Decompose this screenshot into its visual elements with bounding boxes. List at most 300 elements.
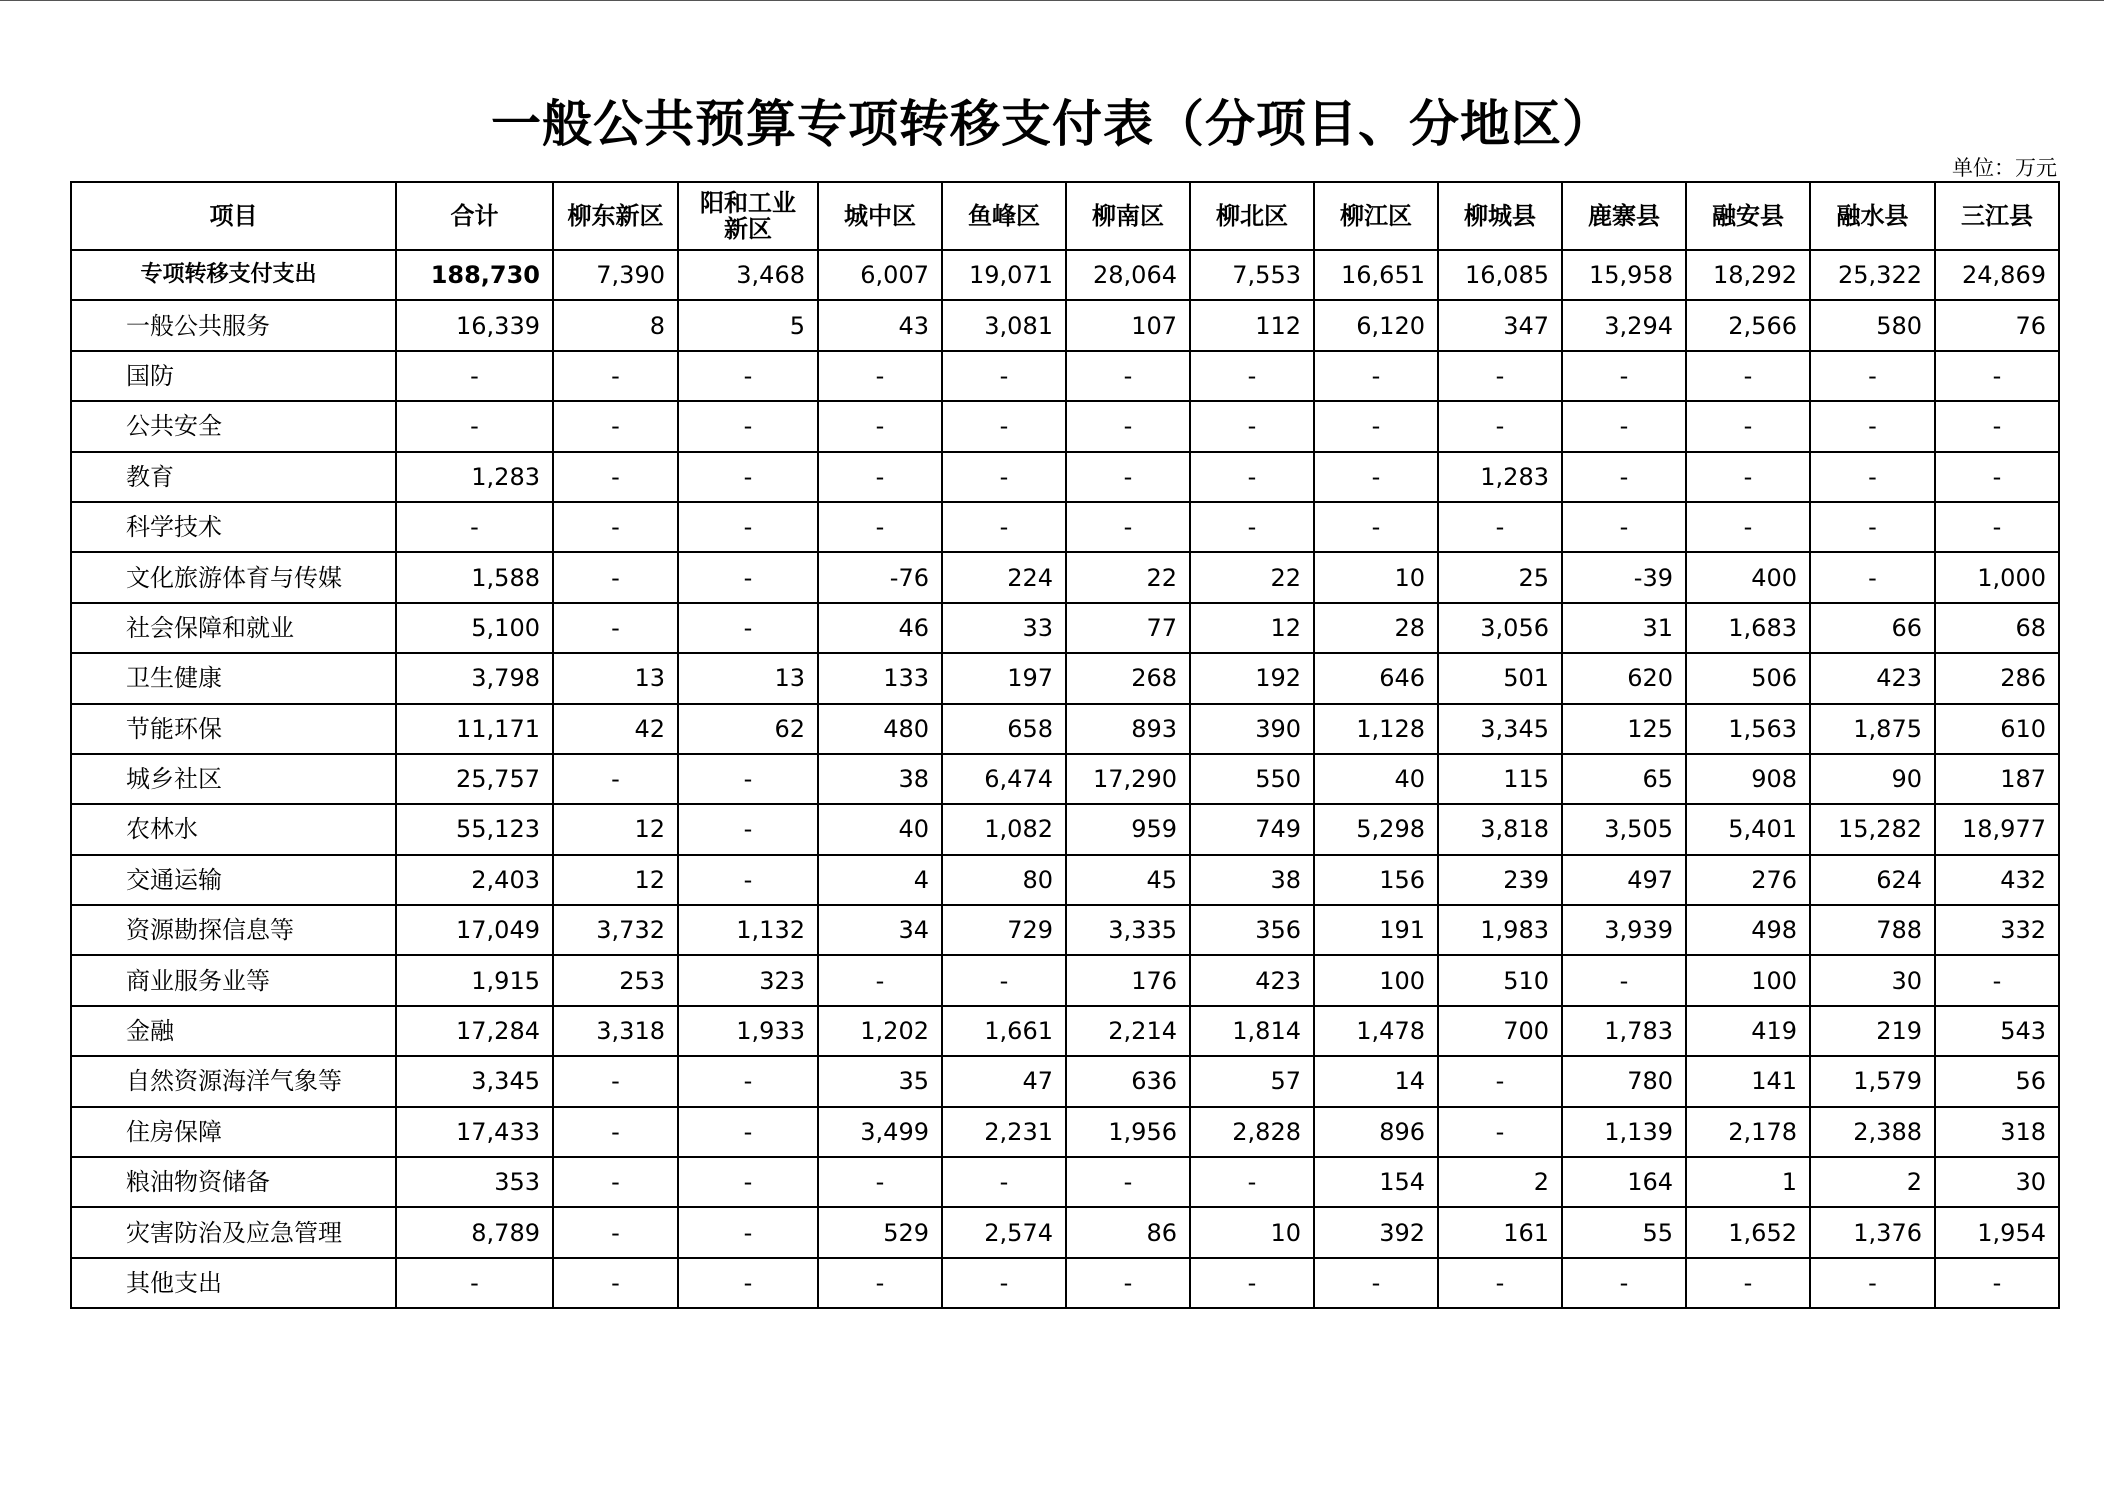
table-cell: 2,388 — [1810, 1107, 1935, 1157]
table-cell: 636 — [1066, 1056, 1190, 1106]
table-cell: - — [1935, 401, 2059, 451]
table-cell: 780 — [1562, 1056, 1686, 1106]
table-cell: 197 — [942, 653, 1066, 703]
column-header: 柳南区 — [1066, 182, 1190, 250]
table-cell: - — [1066, 1157, 1190, 1207]
table-cell: - — [1190, 1157, 1314, 1207]
table-cell: - — [1066, 351, 1190, 401]
table-cell: 2,574 — [942, 1207, 1066, 1257]
table-cell: 65 — [1562, 754, 1686, 804]
table-cell: - — [942, 1157, 1066, 1207]
table-cell: 959 — [1066, 804, 1190, 854]
table-cell: 12 — [1190, 603, 1314, 653]
table-cell: 125 — [1562, 704, 1686, 754]
table-cell: 25,322 — [1810, 250, 1935, 300]
table-cell: 332 — [1935, 905, 2059, 955]
table-cell: 5,298 — [1314, 804, 1438, 854]
column-header: 阳和工业 新区 — [678, 182, 818, 250]
table-cell: 239 — [1438, 855, 1562, 905]
table-cell: - — [553, 452, 678, 502]
table-cell: 77 — [1066, 603, 1190, 653]
table-cell: 8,789 — [396, 1207, 553, 1257]
table-cell: 18,977 — [1935, 804, 2059, 854]
table-row — [71, 300, 2059, 350]
table-cell: - — [678, 603, 818, 653]
row-label: 教育 — [71, 452, 396, 502]
table-cell: 46 — [818, 603, 942, 653]
table-header-row — [71, 182, 2059, 250]
table-cell: -76 — [818, 552, 942, 602]
table-cell: 729 — [942, 905, 1066, 955]
table-cell: 42 — [553, 704, 678, 754]
table-cell: - — [942, 955, 1066, 1005]
table-cell: 13 — [553, 653, 678, 703]
table-cell: 12 — [553, 855, 678, 905]
table-cell: - — [1314, 401, 1438, 451]
table-cell: 15,282 — [1810, 804, 1935, 854]
row-label: 国防 — [71, 351, 396, 401]
table-cell: - — [678, 1056, 818, 1106]
table-cell: 3,939 — [1562, 905, 1686, 955]
table-cell: - — [1066, 502, 1190, 552]
table-cell: 10 — [1190, 1207, 1314, 1257]
table-cell: 154 — [1314, 1157, 1438, 1207]
table-cell: 1,875 — [1810, 704, 1935, 754]
table-cell: 2,403 — [396, 855, 553, 905]
table-cell: - — [553, 754, 678, 804]
table-row — [71, 1258, 2059, 1308]
table-cell: 253 — [553, 955, 678, 1005]
table-cell: 1,915 — [396, 955, 553, 1005]
table-cell: - — [1935, 452, 2059, 502]
row-label: 科学技术 — [71, 502, 396, 552]
table-cell: 76 — [1935, 300, 2059, 350]
table-cell: 1,652 — [1686, 1207, 1810, 1257]
table-cell: - — [1562, 452, 1686, 502]
table-cell: 323 — [678, 955, 818, 1005]
table-cell: 2,231 — [942, 1107, 1066, 1157]
table-cell: - — [553, 603, 678, 653]
table-cell: - — [1935, 955, 2059, 1005]
table-cell: 749 — [1190, 804, 1314, 854]
table-cell: 19,071 — [942, 250, 1066, 300]
table-cell: 55 — [1562, 1207, 1686, 1257]
table-row — [71, 502, 2059, 552]
table-cell: - — [1686, 452, 1810, 502]
column-header: 项目 — [71, 182, 396, 250]
table-cell: - — [1438, 1258, 1562, 1308]
row-label: 金融 — [71, 1006, 396, 1056]
table-cell: - — [678, 1157, 818, 1207]
table-cell: - — [678, 1107, 818, 1157]
table-cell: - — [396, 351, 553, 401]
table-cell: 318 — [1935, 1107, 2059, 1157]
table-cell: 8 — [553, 300, 678, 350]
table-cell: 286 — [1935, 653, 2059, 703]
column-header: 融安县 — [1686, 182, 1810, 250]
table-cell: - — [1190, 1258, 1314, 1308]
table-cell: 3,335 — [1066, 905, 1190, 955]
table-cell: 2 — [1438, 1157, 1562, 1207]
table-cell: 80 — [942, 855, 1066, 905]
table-cell: 22 — [1190, 552, 1314, 602]
table-cell: - — [678, 804, 818, 854]
table-cell: - — [1314, 502, 1438, 552]
table-cell: 90 — [1810, 754, 1935, 804]
table-cell: 432 — [1935, 855, 2059, 905]
table-cell: - — [553, 552, 678, 602]
table-cell: 510 — [1438, 955, 1562, 1005]
table-cell: 45 — [1066, 855, 1190, 905]
table-cell: - — [1438, 351, 1562, 401]
table-cell: 624 — [1810, 855, 1935, 905]
table-cell: 276 — [1686, 855, 1810, 905]
table-cell: 3,318 — [553, 1006, 678, 1056]
table-cell: 18,292 — [1686, 250, 1810, 300]
table-cell: 501 — [1438, 653, 1562, 703]
table-cell: 86 — [1066, 1207, 1190, 1257]
table-cell: 2 — [1810, 1157, 1935, 1207]
table-cell: 480 — [818, 704, 942, 754]
table-cell: - — [1438, 401, 1562, 451]
table-cell: 156 — [1314, 855, 1438, 905]
table-row — [71, 552, 2059, 602]
table-cell: - — [553, 502, 678, 552]
table-cell: 1,956 — [1066, 1107, 1190, 1157]
table-cell: 1 — [1686, 1157, 1810, 1207]
table-cell: 3,081 — [942, 300, 1066, 350]
table-cell: - — [1190, 401, 1314, 451]
table-cell: - — [1066, 452, 1190, 502]
table-cell: 34 — [818, 905, 942, 955]
table-cell: 107 — [1066, 300, 1190, 350]
column-header: 柳北区 — [1190, 182, 1314, 250]
table-cell: 5 — [678, 300, 818, 350]
table-cell: 2,178 — [1686, 1107, 1810, 1157]
table-cell: 35 — [818, 1056, 942, 1106]
table-cell: 543 — [1935, 1006, 2059, 1056]
table-cell: 17,049 — [396, 905, 553, 955]
table-cell: - — [1810, 552, 1935, 602]
table-cell: - — [678, 855, 818, 905]
table-row — [71, 855, 2059, 905]
table-cell: 1,983 — [1438, 905, 1562, 955]
table-cell: 3,056 — [1438, 603, 1562, 653]
table-cell: - — [1810, 502, 1935, 552]
column-header: 合计 — [396, 182, 553, 250]
table-row — [71, 401, 2059, 451]
table-row — [71, 1056, 2059, 1106]
table-cell: - — [1314, 1258, 1438, 1308]
top-border-line — [0, 0, 2104, 1]
table-cell: 1,376 — [1810, 1207, 1935, 1257]
table-cell: - — [1562, 401, 1686, 451]
table-cell: 31 — [1562, 603, 1686, 653]
unit-label: 单位：万元 — [1952, 156, 2057, 180]
table-cell: - — [678, 754, 818, 804]
table-cell: 43 — [818, 300, 942, 350]
table-cell: 100 — [1314, 955, 1438, 1005]
table-cell: 6,474 — [942, 754, 1066, 804]
table-cell: 28,064 — [1066, 250, 1190, 300]
table-row — [71, 1207, 2059, 1257]
table-cell: 6,007 — [818, 250, 942, 300]
table-cell: 2,214 — [1066, 1006, 1190, 1056]
table-cell: - — [678, 1207, 818, 1257]
table-cell: 646 — [1314, 653, 1438, 703]
table-cell: - — [1562, 502, 1686, 552]
table-cell: - — [818, 351, 942, 401]
table-cell: 12 — [553, 804, 678, 854]
table-cell: - — [818, 502, 942, 552]
table-cell: 1,000 — [1935, 552, 2059, 602]
table-cell: 356 — [1190, 905, 1314, 955]
table-row — [71, 603, 2059, 653]
table-cell: 3,798 — [396, 653, 553, 703]
table-cell: 47 — [942, 1056, 1066, 1106]
table-cell: 1,783 — [1562, 1006, 1686, 1056]
table-cell: 3,732 — [553, 905, 678, 955]
column-header: 柳城县 — [1438, 182, 1562, 250]
table-cell: 161 — [1438, 1207, 1562, 1257]
table-cell: 1,283 — [396, 452, 553, 502]
table-cell: 1,478 — [1314, 1006, 1438, 1056]
table-cell: 620 — [1562, 653, 1686, 703]
table-cell: 1,954 — [1935, 1207, 2059, 1257]
table-cell: - — [1935, 351, 2059, 401]
table-cell: 38 — [818, 754, 942, 804]
table-cell: 28 — [1314, 603, 1438, 653]
table-cell: 176 — [1066, 955, 1190, 1005]
table-body — [71, 182, 2059, 1308]
table-cell: 268 — [1066, 653, 1190, 703]
table-cell: 30 — [1935, 1157, 2059, 1207]
column-header: 城中区 — [818, 182, 942, 250]
table-cell: - — [1314, 452, 1438, 502]
table-cell: - — [678, 502, 818, 552]
table-cell: - — [942, 401, 1066, 451]
table-cell: 68 — [1935, 603, 2059, 653]
table-cell: - — [1686, 502, 1810, 552]
table-cell: 219 — [1810, 1006, 1935, 1056]
table-cell: - — [678, 552, 818, 602]
table-cell: 24,869 — [1935, 250, 2059, 300]
table-cell: - — [396, 502, 553, 552]
table-cell: 658 — [942, 704, 1066, 754]
table-cell: 164 — [1562, 1157, 1686, 1207]
table-cell: - — [1190, 502, 1314, 552]
table-cell: 100 — [1686, 955, 1810, 1005]
table-row — [71, 1107, 2059, 1157]
table-cell: - — [553, 1056, 678, 1106]
table-cell: 55,123 — [396, 804, 553, 854]
table-cell: 1,563 — [1686, 704, 1810, 754]
total-row — [71, 250, 2059, 300]
table-cell: - — [1438, 502, 1562, 552]
row-label: 卫生健康 — [71, 653, 396, 703]
table-cell: 112 — [1190, 300, 1314, 350]
table-cell: 3,345 — [1438, 704, 1562, 754]
row-label: 城乡社区 — [71, 754, 396, 804]
table-cell: - — [1314, 351, 1438, 401]
table-cell: - — [678, 401, 818, 451]
table-cell: 392 — [1314, 1207, 1438, 1257]
table-cell: - — [1810, 1258, 1935, 1308]
table-row — [71, 704, 2059, 754]
table-cell: 4 — [818, 855, 942, 905]
table-cell: 1,139 — [1562, 1107, 1686, 1157]
row-label: 交通运输 — [71, 855, 396, 905]
table-cell: - — [1190, 452, 1314, 502]
table-cell: 192 — [1190, 653, 1314, 703]
column-header: 三江县 — [1935, 182, 2059, 250]
table-cell: 3,505 — [1562, 804, 1686, 854]
table-cell: - — [1686, 1258, 1810, 1308]
table-cell: 224 — [942, 552, 1066, 602]
row-label: 其他支出 — [71, 1258, 396, 1308]
table-cell: 40 — [818, 804, 942, 854]
table-cell: 25 — [1438, 552, 1562, 602]
table-cell: 400 — [1686, 552, 1810, 602]
table-cell: - — [1562, 351, 1686, 401]
table-cell: - — [1810, 351, 1935, 401]
table-row — [71, 955, 2059, 1005]
table-row — [71, 804, 2059, 854]
column-header: 融水县 — [1810, 182, 1935, 250]
table-cell: 56 — [1935, 1056, 2059, 1106]
table-row — [71, 452, 2059, 502]
table-cell: - — [1686, 351, 1810, 401]
table-cell: 788 — [1810, 905, 1935, 955]
table-cell: 5,100 — [396, 603, 553, 653]
table-cell: 3,345 — [396, 1056, 553, 1106]
table-cell: - — [818, 401, 942, 451]
table-cell: 580 — [1810, 300, 1935, 350]
table-cell: - — [678, 351, 818, 401]
table-cell: - — [553, 1207, 678, 1257]
table-cell: 7,390 — [553, 250, 678, 300]
budget-table — [70, 181, 2060, 1309]
table-cell: 896 — [1314, 1107, 1438, 1157]
table-cell: - — [1686, 401, 1810, 451]
table-cell: 1,128 — [1314, 704, 1438, 754]
table-row — [71, 754, 2059, 804]
table-cell: 17,284 — [396, 1006, 553, 1056]
table-cell: 3,468 — [678, 250, 818, 300]
table-cell: 419 — [1686, 1006, 1810, 1056]
table-cell: - — [553, 1107, 678, 1157]
table-cell: - — [818, 452, 942, 502]
table-cell: 25,757 — [396, 754, 553, 804]
table-cell: 187 — [1935, 754, 2059, 804]
row-label: 专项转移支付支出 — [71, 250, 396, 300]
table-cell: - — [818, 955, 942, 1005]
table-cell: 5,401 — [1686, 804, 1810, 854]
column-header: 柳东新区 — [553, 182, 678, 250]
table-cell: 390 — [1190, 704, 1314, 754]
table-cell: 38 — [1190, 855, 1314, 905]
table-cell: 17,433 — [396, 1107, 553, 1157]
table-cell: 506 — [1686, 653, 1810, 703]
table-cell: 16,339 — [396, 300, 553, 350]
table-cell: 529 — [818, 1207, 942, 1257]
table-cell: 13 — [678, 653, 818, 703]
table-cell: - — [818, 1258, 942, 1308]
table-cell: 16,651 — [1314, 250, 1438, 300]
table-cell: 423 — [1190, 955, 1314, 1005]
table-cell: - — [553, 1157, 678, 1207]
table-cell: 62 — [678, 704, 818, 754]
table-cell: - — [678, 452, 818, 502]
table-cell: - — [1066, 1258, 1190, 1308]
table-cell: 141 — [1686, 1056, 1810, 1106]
table-cell: 1,082 — [942, 804, 1066, 854]
table-cell: 1,661 — [942, 1006, 1066, 1056]
table-cell: - — [553, 401, 678, 451]
table-cell: 188,730 — [396, 250, 553, 300]
table-cell: - — [1190, 351, 1314, 401]
column-header: 鱼峰区 — [942, 182, 1066, 250]
table-cell: 14 — [1314, 1056, 1438, 1106]
table-cell: 66 — [1810, 603, 1935, 653]
table-cell: 1,283 — [1438, 452, 1562, 502]
table-cell: 1,132 — [678, 905, 818, 955]
table-cell: - — [1562, 1258, 1686, 1308]
table-cell: 16,085 — [1438, 250, 1562, 300]
table-cell: 133 — [818, 653, 942, 703]
row-label: 资源勘探信息等 — [71, 905, 396, 955]
table-cell: 2,566 — [1686, 300, 1810, 350]
table-cell: 2,828 — [1190, 1107, 1314, 1157]
row-label: 节能环保 — [71, 704, 396, 754]
table-row — [71, 351, 2059, 401]
table-row — [71, 905, 2059, 955]
table-cell: - — [1810, 401, 1935, 451]
table-cell: - — [396, 401, 553, 451]
table-cell: 3,499 — [818, 1107, 942, 1157]
table-cell: 353 — [396, 1157, 553, 1207]
table-cell: - — [1066, 401, 1190, 451]
table-cell: - — [942, 502, 1066, 552]
table-cell: 700 — [1438, 1006, 1562, 1056]
table-cell: 1,933 — [678, 1006, 818, 1056]
table-cell: 1,814 — [1190, 1006, 1314, 1056]
table-cell: 10 — [1314, 552, 1438, 602]
table-cell: 7,553 — [1190, 250, 1314, 300]
table-cell: 30 — [1810, 955, 1935, 1005]
table-cell: - — [1562, 955, 1686, 1005]
document-title: 一般公共预算专项转移支付表（分项目、分地区） — [491, 95, 1613, 153]
table-cell: 1,588 — [396, 552, 553, 602]
table-cell: 191 — [1314, 905, 1438, 955]
table-cell: 33 — [942, 603, 1066, 653]
row-label: 一般公共服务 — [71, 300, 396, 350]
table-cell: - — [1935, 502, 2059, 552]
table-cell: 550 — [1190, 754, 1314, 804]
table-row — [71, 653, 2059, 703]
table-cell: 498 — [1686, 905, 1810, 955]
table-cell: 6,120 — [1314, 300, 1438, 350]
table-cell: - — [1935, 1258, 2059, 1308]
table-cell: - — [678, 1258, 818, 1308]
table-cell: 3,818 — [1438, 804, 1562, 854]
table-row — [71, 1157, 2059, 1207]
row-label: 农林水 — [71, 804, 396, 854]
table-cell: - — [1438, 1107, 1562, 1157]
table-row — [71, 1006, 2059, 1056]
row-label: 灾害防治及应急管理 — [71, 1207, 396, 1257]
table-cell: - — [942, 452, 1066, 502]
